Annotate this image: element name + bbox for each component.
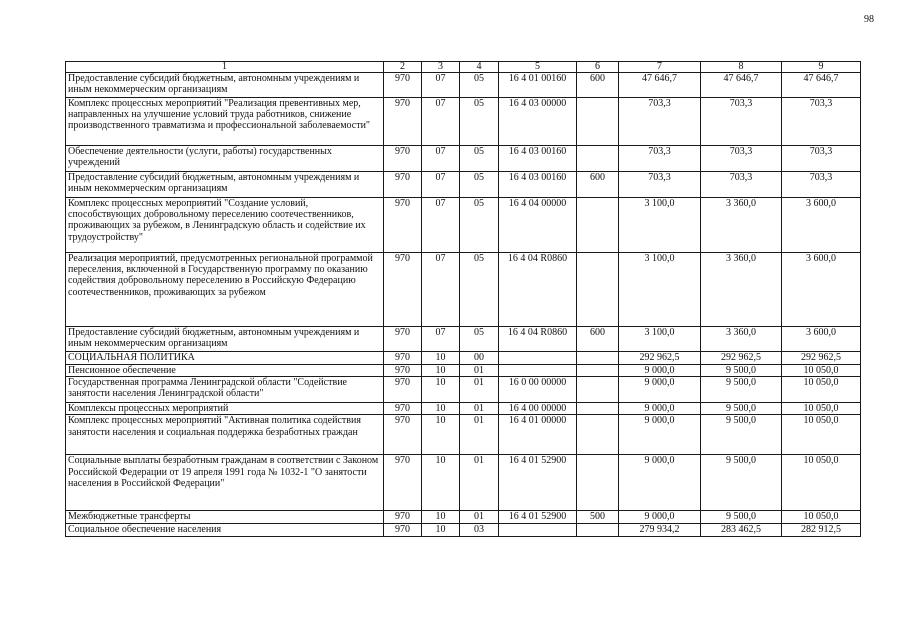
amount-year-2: 703,3 — [701, 172, 782, 198]
ministry-code: 970 — [384, 403, 422, 415]
row-description: Предоставление субсидий бюджетным, автономным учреждениям и иным некоммерческим организациям — [66, 172, 384, 198]
amount-year-1: 279 934,2 — [619, 524, 701, 537]
amount-year-1: 9 000,0 — [619, 377, 701, 403]
section-code: 07 — [422, 146, 460, 172]
target-article-code: 16 4 03 00000 — [499, 98, 577, 146]
section-code: 07 — [422, 73, 460, 98]
amount-year-3: 292 962,5 — [782, 352, 861, 365]
row-description: Комплексы процессных мероприятий — [66, 403, 384, 415]
amount-year-3: 703,3 — [782, 98, 861, 146]
amount-year-2: 9 500,0 — [701, 377, 782, 403]
expense-type-code — [577, 198, 619, 253]
amount-year-3: 282 912,5 — [782, 524, 861, 537]
expense-type-code — [577, 415, 619, 455]
amount-year-3: 10 050,0 — [782, 415, 861, 455]
amount-year-2: 703,3 — [701, 98, 782, 146]
amount-year-2: 9 500,0 — [701, 415, 782, 455]
table-row — [66, 403, 861, 415]
table-row — [66, 172, 861, 198]
ministry-code: 970 — [384, 352, 422, 365]
ministry-code: 970 — [384, 365, 422, 377]
ministry-code: 970 — [384, 73, 422, 98]
section-code: 07 — [422, 172, 460, 198]
amount-year-1: 292 962,5 — [619, 352, 701, 365]
amount-year-1: 9 000,0 — [619, 403, 701, 415]
ministry-code: 970 — [384, 415, 422, 455]
amount-year-3: 3 600,0 — [782, 198, 861, 253]
target-article-code: 16 4 01 52900 — [499, 511, 577, 524]
column-header: 5 — [499, 62, 577, 73]
subsection-code: 05 — [460, 327, 499, 352]
amount-year-2: 3 360,0 — [701, 198, 782, 253]
ministry-code: 970 — [384, 98, 422, 146]
amount-year-2: 9 500,0 — [701, 365, 782, 377]
amount-year-3: 10 050,0 — [782, 511, 861, 524]
table-row — [66, 198, 861, 253]
column-header: 3 — [422, 62, 460, 73]
amount-year-1: 703,3 — [619, 172, 701, 198]
ministry-code: 970 — [384, 146, 422, 172]
row-description: Реализация мероприятий, предусмотренных региональной программой переселения, включенной в Государственную программу по оказанию содействия добровольному переселению в Российскую Федерацию соотечественников, проживающих за рубежом — [66, 253, 384, 327]
table-row — [66, 146, 861, 172]
budget-table — [65, 61, 861, 537]
subsection-code: 01 — [460, 365, 499, 377]
section-code: 10 — [422, 377, 460, 403]
row-description: Предоставление субсидий бюджетным, автономным учреждениям и иным некоммерческим организациям — [66, 327, 384, 352]
table-row — [66, 524, 861, 537]
ministry-code: 970 — [384, 327, 422, 352]
subsection-code: 01 — [460, 377, 499, 403]
target-article-code — [499, 352, 577, 365]
expense-type-code — [577, 253, 619, 327]
row-description: Комплекс процессных мероприятий "Создание условий, способствующих добровольному переселению соотечественников, проживающих за рубежом, в Ленинградскую область и содействие их трудоустройству" — [66, 198, 384, 253]
amount-year-3: 10 050,0 — [782, 455, 861, 511]
amount-year-2: 292 962,5 — [701, 352, 782, 365]
table-row — [66, 327, 861, 352]
expense-type-code — [577, 98, 619, 146]
section-code: 10 — [422, 352, 460, 365]
subsection-code: 01 — [460, 455, 499, 511]
row-description: Социальное обеспечение населения — [66, 524, 384, 537]
target-article-code: 16 4 04 R0860 — [499, 253, 577, 327]
ministry-code: 970 — [384, 198, 422, 253]
amount-year-1: 47 646,7 — [619, 73, 701, 98]
amount-year-2: 47 646,7 — [701, 73, 782, 98]
amount-year-1: 9 000,0 — [619, 415, 701, 455]
ministry-code: 970 — [384, 524, 422, 537]
expense-type-code: 500 — [577, 511, 619, 524]
amount-year-3: 10 050,0 — [782, 365, 861, 377]
column-header: 4 — [460, 62, 499, 73]
table-row — [66, 73, 861, 98]
target-article-code: 16 4 03 00160 — [499, 172, 577, 198]
table-row — [66, 253, 861, 327]
expense-type-code — [577, 365, 619, 377]
subsection-code: 01 — [460, 415, 499, 455]
ministry-code: 970 — [384, 253, 422, 327]
subsection-code: 01 — [460, 403, 499, 415]
ministry-code: 970 — [384, 172, 422, 198]
row-description: Государственная программа Ленинградской области "Содействие занятости населения Ленинградской области" — [66, 377, 384, 403]
amount-year-2: 9 500,0 — [701, 511, 782, 524]
column-header: 1 — [66, 62, 384, 73]
subsection-code: 05 — [460, 73, 499, 98]
expense-type-code — [577, 524, 619, 537]
expense-type-code: 600 — [577, 327, 619, 352]
amount-year-1: 3 100,0 — [619, 327, 701, 352]
section-code: 07 — [422, 98, 460, 146]
table-row — [66, 415, 861, 455]
subsection-code: 05 — [460, 253, 499, 327]
amount-year-3: 703,3 — [782, 146, 861, 172]
subsection-code: 05 — [460, 98, 499, 146]
amount-year-1: 703,3 — [619, 98, 701, 146]
section-code: 10 — [422, 511, 460, 524]
column-header: 8 — [701, 62, 782, 73]
row-description: Обеспечение деятельности (услуги, работы) государственных учреждений — [66, 146, 384, 172]
amount-year-1: 3 100,0 — [619, 198, 701, 253]
expense-type-code — [577, 403, 619, 415]
column-header: 9 — [782, 62, 861, 73]
column-header: 7 — [619, 62, 701, 73]
amount-year-1: 9 000,0 — [619, 455, 701, 511]
row-description: Предоставление субсидий бюджетным, автономным учреждениям и иным некоммерческим организациям — [66, 73, 384, 98]
amount-year-1: 9 000,0 — [619, 511, 701, 524]
target-article-code: 16 4 01 00000 — [499, 415, 577, 455]
target-article-code: 16 4 01 52900 — [499, 455, 577, 511]
section-code: 10 — [422, 415, 460, 455]
expense-type-code — [577, 377, 619, 403]
target-article-code: 16 4 03 00160 — [499, 146, 577, 172]
subsection-code: 05 — [460, 146, 499, 172]
row-description: СОЦИАЛЬНАЯ ПОЛИТИКА — [66, 352, 384, 365]
expense-type-code — [577, 352, 619, 365]
row-description: Комплекс процессных мероприятий "Активная политика содействия занятости населения и социальная поддержка безработных граждан — [66, 415, 384, 455]
expense-type-code — [577, 455, 619, 511]
subsection-code: 05 — [460, 172, 499, 198]
subsection-code: 05 — [460, 198, 499, 253]
table-row — [66, 98, 861, 146]
ministry-code: 970 — [384, 455, 422, 511]
amount-year-3: 3 600,0 — [782, 327, 861, 352]
target-article-code: 16 4 04 R0860 — [499, 327, 577, 352]
ministry-code: 970 — [384, 511, 422, 524]
amount-year-3: 47 646,7 — [782, 73, 861, 98]
target-article-code: 16 4 00 00000 — [499, 403, 577, 415]
amount-year-3: 703,3 — [782, 172, 861, 198]
target-article-code: 16 4 01 00160 — [499, 73, 577, 98]
table-row — [66, 511, 861, 524]
section-code: 10 — [422, 524, 460, 537]
row-description: Межбюджетные трансферты — [66, 511, 384, 524]
column-header: 6 — [577, 62, 619, 73]
column-number-row — [66, 62, 861, 73]
subsection-code: 00 — [460, 352, 499, 365]
target-article-code: 16 0 00 00000 — [499, 377, 577, 403]
amount-year-2: 9 500,0 — [701, 403, 782, 415]
row-description: Комплекс процессных мероприятий "Реализация превентивных мер, направленных на улучшение условий труда работников, снижение производственного травматизма и профессиональной заболеваемости" — [66, 98, 384, 146]
row-description: Пенсионное обеспечение — [66, 365, 384, 377]
column-header: 2 — [384, 62, 422, 73]
target-article-code — [499, 365, 577, 377]
amount-year-1: 9 000,0 — [619, 365, 701, 377]
target-article-code: 16 4 04 00000 — [499, 198, 577, 253]
amount-year-2: 283 462,5 — [701, 524, 782, 537]
expense-type-code: 600 — [577, 172, 619, 198]
amount-year-3: 3 600,0 — [782, 253, 861, 327]
table-row — [66, 365, 861, 377]
target-article-code — [499, 524, 577, 537]
table-row — [66, 377, 861, 403]
section-code: 10 — [422, 365, 460, 377]
subsection-code: 03 — [460, 524, 499, 537]
section-code: 07 — [422, 327, 460, 352]
section-code: 07 — [422, 253, 460, 327]
page-number: 98 — [864, 14, 874, 25]
amount-year-3: 10 050,0 — [782, 377, 861, 403]
ministry-code: 970 — [384, 377, 422, 403]
amount-year-2: 703,3 — [701, 146, 782, 172]
amount-year-1: 703,3 — [619, 146, 701, 172]
row-description: Социальные выплаты безработным гражданам в соответствии с Законом Российской Федерации от 19 апреля 1991 года № 1032-1 "О занятости населения в Российской Федерации" — [66, 455, 384, 511]
table-body — [66, 73, 861, 537]
amount-year-3: 10 050,0 — [782, 403, 861, 415]
subsection-code: 01 — [460, 511, 499, 524]
amount-year-2: 3 360,0 — [701, 327, 782, 352]
amount-year-1: 3 100,0 — [619, 253, 701, 327]
amount-year-2: 9 500,0 — [701, 455, 782, 511]
section-code: 10 — [422, 403, 460, 415]
table-row — [66, 455, 861, 511]
expense-type-code — [577, 146, 619, 172]
table-row — [66, 352, 861, 365]
section-code: 07 — [422, 198, 460, 253]
amount-year-2: 3 360,0 — [701, 253, 782, 327]
section-code: 10 — [422, 455, 460, 511]
expense-type-code: 600 — [577, 73, 619, 98]
